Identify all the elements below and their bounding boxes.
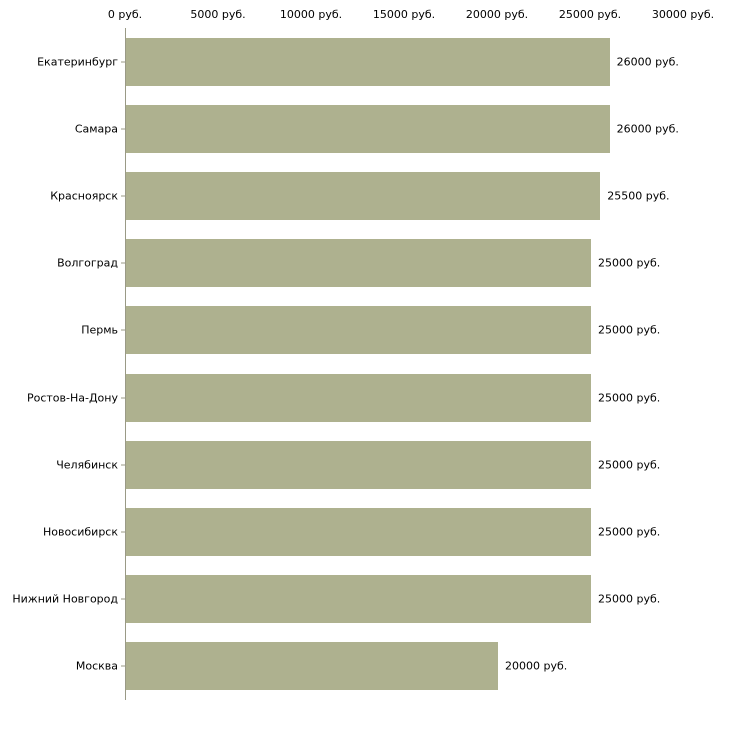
category-label: Екатеринбург xyxy=(37,55,118,69)
x-axis-tick-label: 15000 руб. xyxy=(372,8,436,21)
x-axis-tick-label: 0 руб. xyxy=(107,8,143,21)
bar[interactable] xyxy=(126,642,498,690)
category-label: Нижний Новгород xyxy=(12,592,118,606)
category-tick-mark xyxy=(121,330,125,331)
category-label: Челябинск xyxy=(56,458,118,472)
category-label: Ростов-На-Дону xyxy=(26,391,118,405)
chart-row xyxy=(0,498,730,565)
bar-value-label: 25000 руб. xyxy=(598,458,661,472)
category-tick-mark xyxy=(121,599,125,600)
category-tick-mark xyxy=(121,397,125,398)
bar[interactable] xyxy=(126,441,591,489)
chart-row xyxy=(0,162,730,229)
bar-value-label: 26000 руб. xyxy=(616,122,679,136)
chart-row xyxy=(0,633,730,700)
category-label: Пермь xyxy=(81,323,118,337)
bar[interactable] xyxy=(126,105,610,153)
bar[interactable] xyxy=(126,575,591,623)
bar-value-label: 25000 руб. xyxy=(598,391,661,405)
bar-value-label: 25500 руб. xyxy=(607,189,670,203)
bar[interactable] xyxy=(126,508,591,556)
category-label: Москва xyxy=(75,659,118,673)
bar[interactable] xyxy=(126,239,591,287)
bar-value-label: 25000 руб. xyxy=(598,323,661,337)
plot-area xyxy=(0,28,730,700)
bar-value-label: 26000 руб. xyxy=(616,55,679,69)
chart-row xyxy=(0,364,730,431)
bar-value-label: 20000 руб. xyxy=(505,659,568,673)
bar-value-label: 25000 руб. xyxy=(598,525,661,539)
chart-row xyxy=(0,28,730,95)
bar[interactable] xyxy=(126,374,591,422)
category-label: Красноярск xyxy=(50,189,118,203)
category-tick-mark xyxy=(121,128,125,129)
bar[interactable] xyxy=(126,306,591,354)
chart-row xyxy=(0,297,730,364)
x-axis-tick-label: 10000 руб. xyxy=(279,8,343,21)
bar[interactable] xyxy=(126,172,600,220)
category-tick-mark xyxy=(121,263,125,264)
category-label: Новосибирск xyxy=(42,525,118,539)
bar-value-label: 25000 руб. xyxy=(598,592,661,606)
category-tick-mark xyxy=(121,464,125,465)
x-axis-tick-label: 25000 руб. xyxy=(558,8,622,21)
chart-row xyxy=(0,566,730,633)
x-axis-tick-label: 30000 руб. xyxy=(651,8,715,21)
x-axis-tick-label: 5000 руб. xyxy=(190,8,246,21)
category-tick-mark xyxy=(121,666,125,667)
category-tick-mark xyxy=(121,531,125,532)
x-axis-tick-labels xyxy=(0,8,730,28)
chart-row xyxy=(0,95,730,162)
category-tick-mark xyxy=(121,195,125,196)
x-axis-tick-label: 20000 руб. xyxy=(465,8,529,21)
category-label: Волгоград xyxy=(57,256,118,270)
chart-row xyxy=(0,431,730,498)
category-tick-mark xyxy=(121,61,125,62)
category-label: Самара xyxy=(74,122,118,136)
chart-row xyxy=(0,230,730,297)
bar[interactable] xyxy=(126,38,610,86)
bar-value-label: 25000 руб. xyxy=(598,256,661,270)
